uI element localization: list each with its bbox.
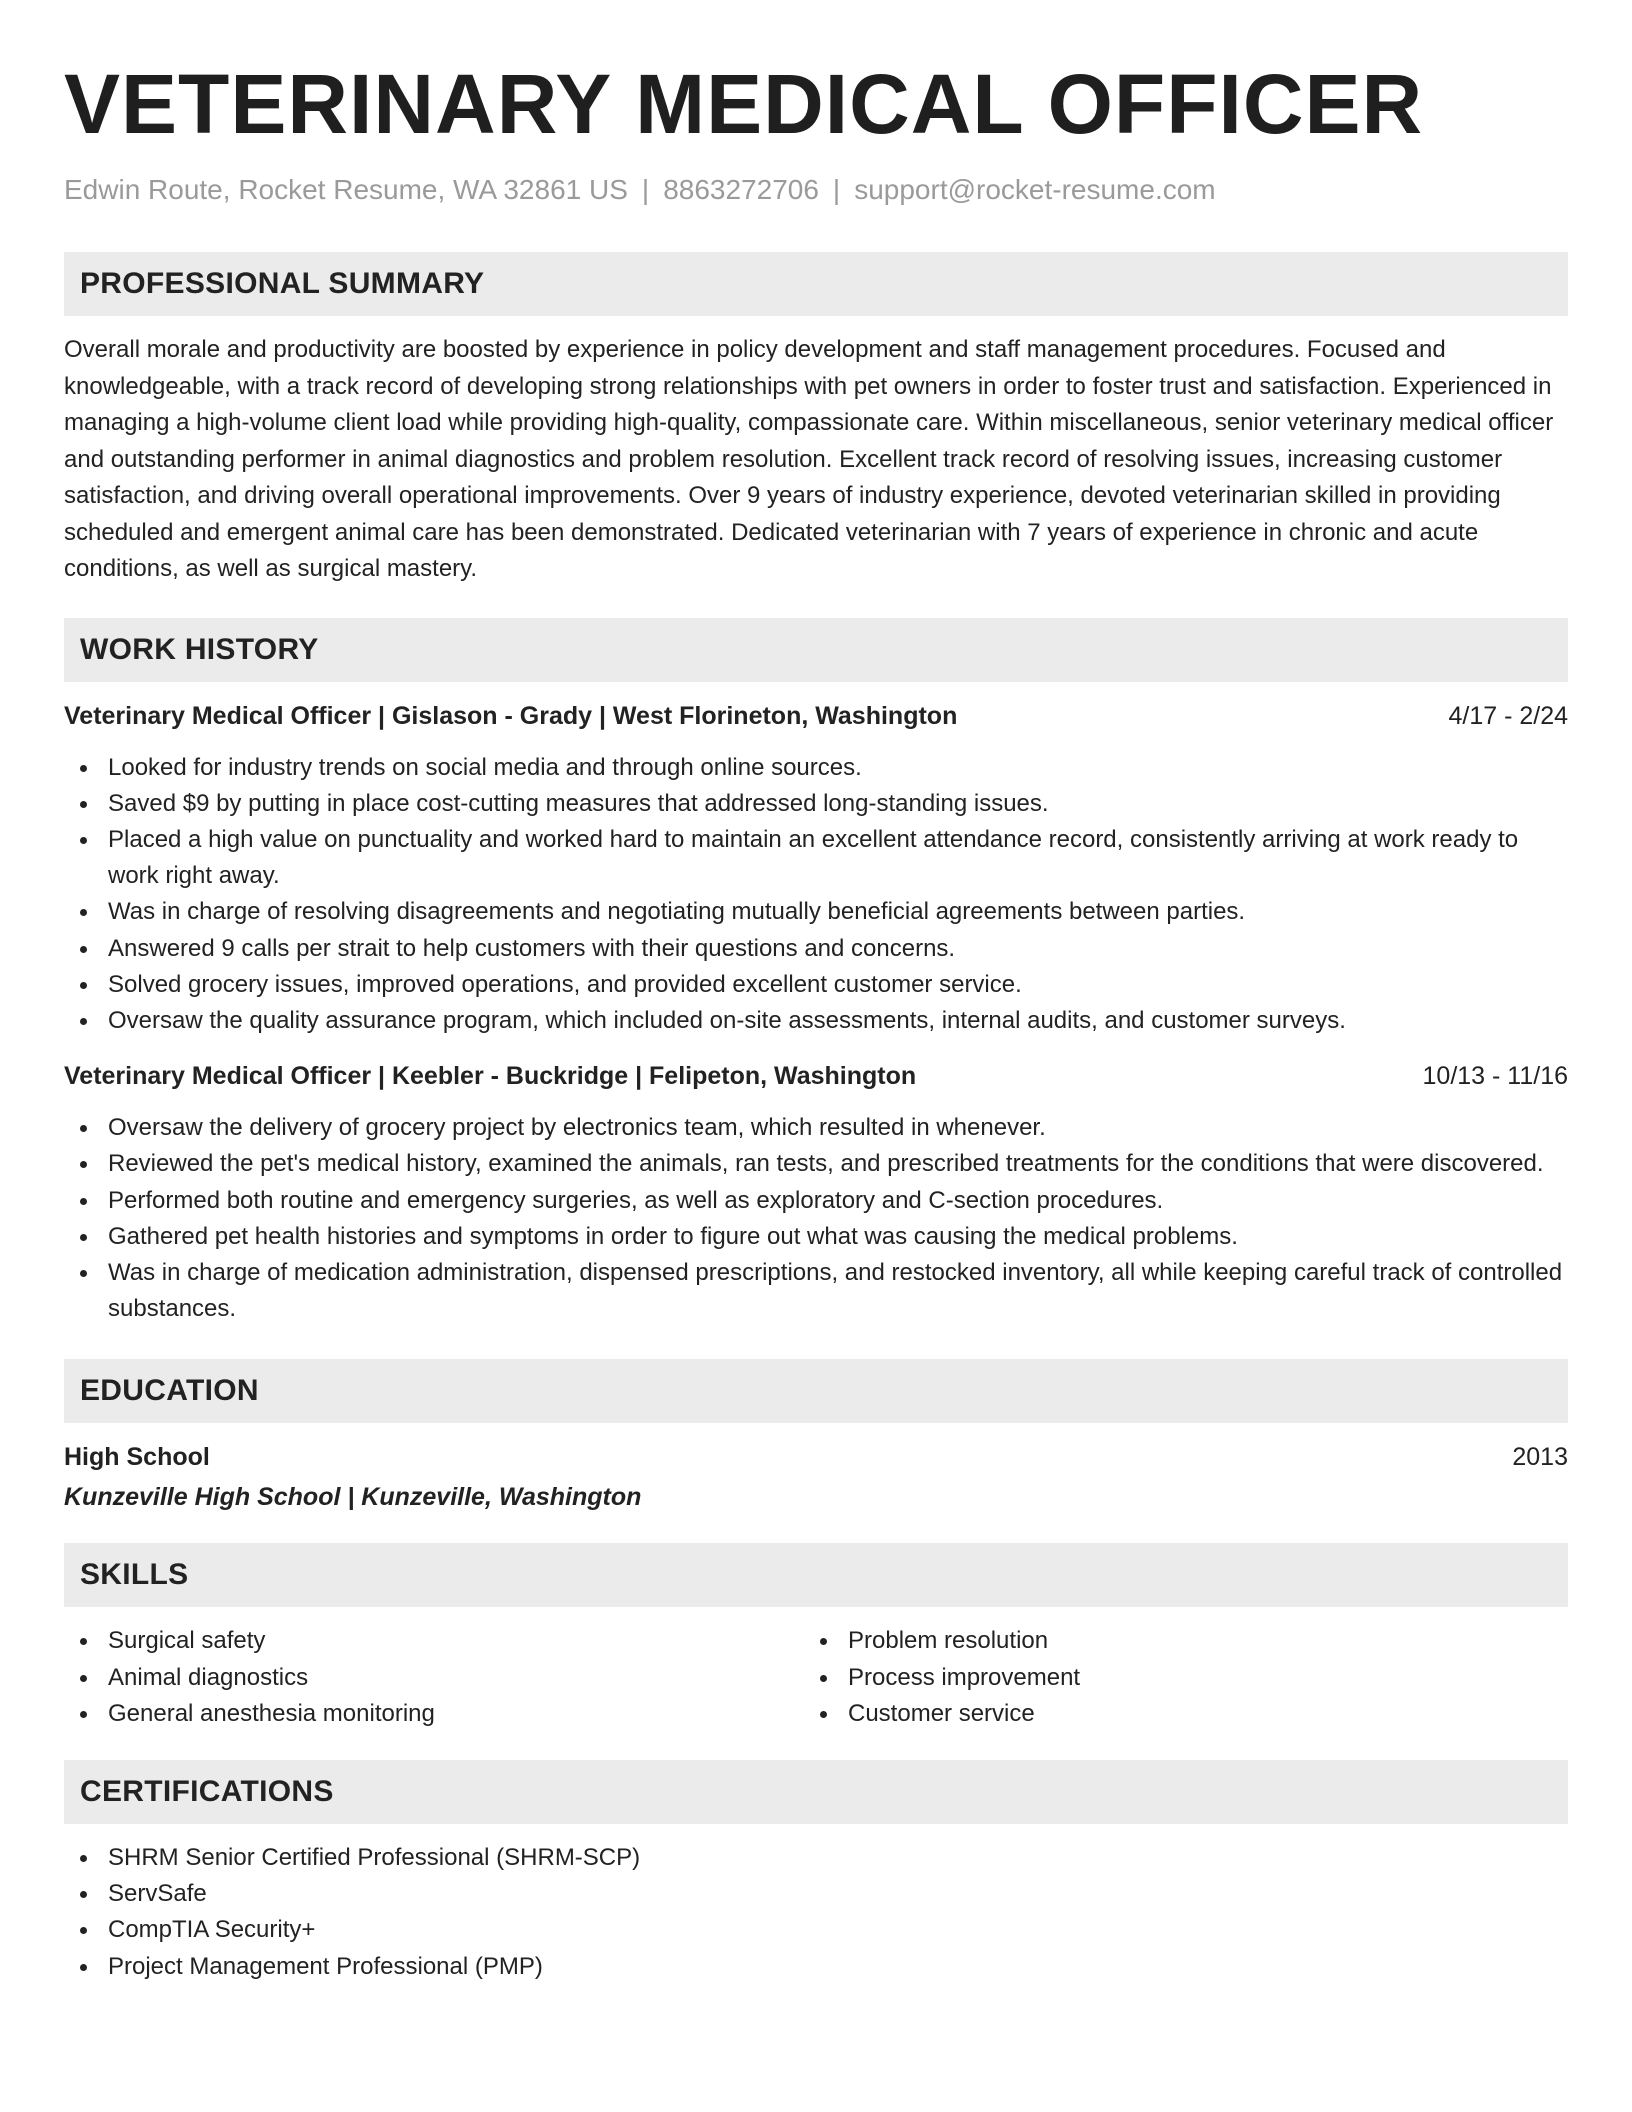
list-item: Answered 9 calls per strait to help customers with their questions and concerns. — [64, 931, 1568, 967]
skill-item: Animal diagnostics — [64, 1660, 804, 1696]
job-dates: 10/13 - 11/16 — [1422, 1062, 1568, 1091]
certification-item: Project Management Professional (PMP) — [64, 1949, 1568, 1985]
contact-separator: | — [641, 174, 650, 205]
job-entry — [64, 698, 1568, 1040]
list-item: Reviewed the pet's medical history, examined the animals, ran tests, and prescribed treatments for the conditions that were discovered. — [64, 1146, 1568, 1182]
job-title-company: Veterinary Medical Officer | Keebler - Buckridge | Felipeton, Washington — [64, 1062, 917, 1091]
skill-item: Process improvement — [804, 1660, 1544, 1696]
list-item: Performed both routine and emergency surgeries, as well as exploratory and C-section procedures. — [64, 1183, 1568, 1219]
section-header-certifications: CERTIFICATIONS — [64, 1760, 1568, 1824]
skills-column-left — [64, 1623, 804, 1732]
list-item: Saved $9 by putting in place cost-cutting measures that addressed long-standing issues. — [64, 786, 1568, 822]
skills-grid — [64, 1623, 1568, 1732]
job-bullet-list — [64, 750, 1568, 1040]
job-entry — [64, 1058, 1568, 1327]
contact-phone: 8863272706 — [663, 174, 819, 205]
list-item: Solved grocery issues, improved operations, and provided excellent customer service. — [64, 967, 1568, 1003]
certification-item: CompTIA Security+ — [64, 1912, 1568, 1948]
list-item: Oversaw the delivery of grocery project by electronics team, which resulted in whenever. — [64, 1110, 1568, 1146]
contact-address: Edwin Route, Rocket Resume, WA 32861 US — [64, 174, 628, 205]
education-degree: High School — [64, 1443, 210, 1472]
section-header-work-history: WORK HISTORY — [64, 618, 1568, 682]
skill-item: Customer service — [804, 1696, 1544, 1732]
section-header-skills: SKILLS — [64, 1543, 1568, 1607]
education-year: 2013 — [1512, 1443, 1568, 1472]
list-item: Was in charge of medication administration, dispensed prescriptions, and restocked inventory, all while keeping careful track of controlled substances. — [64, 1255, 1568, 1327]
list-item: Placed a high value on punctuality and worked hard to maintain an excellent attendance record, consistently arriving at work ready to work right away. — [64, 822, 1568, 894]
education-heading-row — [64, 1439, 1568, 1475]
skills-column-right — [804, 1623, 1544, 1732]
certification-item: SHRM Senior Certified Professional (SHRM-SCP) — [64, 1840, 1568, 1876]
skill-item: Surgical safety — [64, 1623, 804, 1659]
list-item: Was in charge of resolving disagreements and negotiating mutually beneficial agreements between parties. — [64, 894, 1568, 930]
job-dates: 4/17 - 2/24 — [1448, 701, 1568, 730]
list-item: Looked for industry trends on social media and through online sources. — [64, 750, 1568, 786]
job-title-company: Veterinary Medical Officer | Gislason - Grady | West Florineton, Washington — [64, 701, 958, 730]
job-heading-row — [64, 698, 1568, 734]
education-school: Kunzeville High School | Kunzeville, Washington — [64, 1483, 642, 1512]
list-item: Oversaw the quality assurance program, which included on-site assessments, internal audits, and customer surveys. — [64, 1003, 1568, 1039]
summary-text: Overall morale and productivity are boosted by experience in policy development and staff management procedures. Focused and knowledgeable, with a track record of developing strong relationships with pet owners in order to foster trust and satisfaction. Experienced in managing a high-volume client load while providing high-quality, compassionate care. Within miscellaneous, senior veterinary medical officer and outstanding performer in animal diagnostics and problem resolution. Excellent track record of resolving issues, increasing customer satisfaction, and driving overall operational improvements. Over 9 years of industry experience, devoted veterinarian skilled in providing scheduled and emergent animal care has been demonstrated. Dedicated veterinarian with 7 years of experience in chronic and acute conditions, as well as surgical mastery. — [64, 336, 1554, 582]
contact-email: support@rocket-resume.com — [854, 174, 1216, 205]
section-header-summary: PROFESSIONAL SUMMARY — [64, 252, 1568, 316]
section-header-education: EDUCATION — [64, 1359, 1568, 1423]
contact-separator: | — [832, 174, 841, 205]
certification-item: ServSafe — [64, 1876, 1568, 1912]
skill-item: Problem resolution — [804, 1623, 1544, 1659]
certifications-list — [64, 1840, 1568, 1985]
job-heading-row — [64, 1058, 1568, 1094]
resume-name-title: VETERINARY MEDICAL OFFICER — [64, 57, 1424, 151]
list-item: Gathered pet health histories and symptoms in order to figure out what was causing the medical problems. — [64, 1219, 1568, 1255]
job-bullet-list — [64, 1110, 1568, 1327]
contact-line — [64, 172, 1568, 208]
skill-item: General anesthesia monitoring — [64, 1696, 804, 1732]
